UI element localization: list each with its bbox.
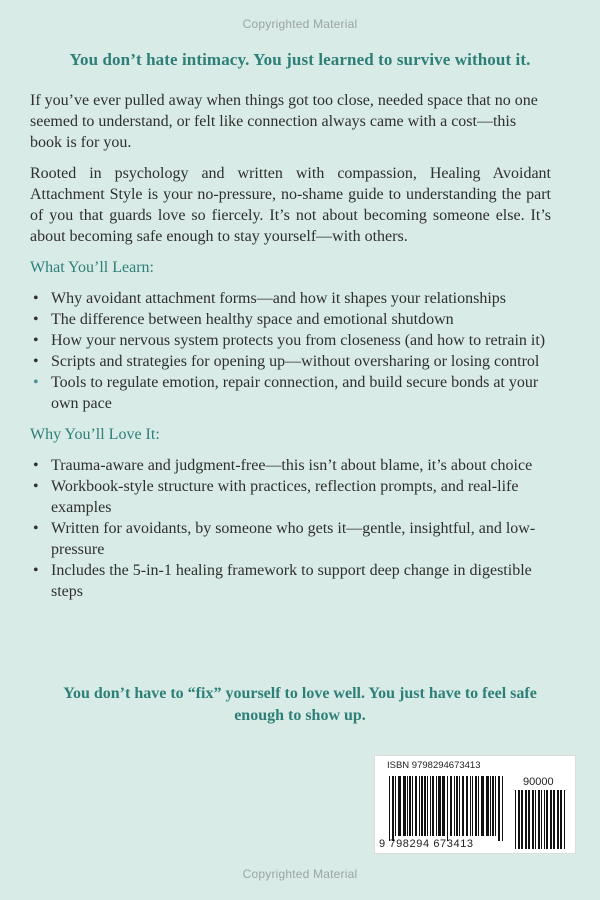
barcode-bar [419,776,420,836]
barcode-box [374,755,576,854]
barcode-bar [392,776,394,841]
barcode-bar [515,790,516,849]
barcode-bar [550,790,552,849]
barcode-bar [421,776,423,836]
learn-item: • Why avoidant attachment forms—and how it shapes your relationships [30,288,551,309]
barcode-bar [528,790,530,849]
learn-list [30,288,551,414]
barcode-bar [564,790,565,849]
barcode-bar [424,776,426,836]
barcode-bar [409,776,411,836]
barcode-bar [466,776,468,836]
barcode-bar [498,776,500,841]
closing-line-1: You don’t have to “fix” yourself to love well. You just have to feel safe [63,685,537,702]
barcode-bar [546,790,548,849]
barcode-bar [430,776,431,836]
barcode-bar [470,776,471,836]
barcode-bar [560,790,562,849]
barcode-bar [532,790,534,849]
description [30,90,551,612]
barcode-bar [415,776,417,836]
barcode-bar [407,776,408,836]
barcode-bar [481,776,484,836]
barcode-bar [535,790,536,849]
barcode-bar [450,776,452,836]
love-item: • Workbook-style structure with practices, reflection prompts, and real-life examples [30,476,551,518]
love-item: • Written for avoidants, by someone who gets it—gentle, insightful, and low-pressure [30,518,551,560]
barcode-bar [462,776,464,836]
barcode-bar [490,776,491,836]
ean-digits: 9 798294 673413 [379,838,474,850]
barcode-bar [525,790,527,849]
closing-line-2: enough to show up. [234,707,366,724]
learn-heading: What You’ll Learn: [30,259,154,276]
barcode-bar [538,790,540,849]
price-code: 90000 [523,776,554,788]
barcode-bar [438,776,441,836]
barcode-bar [436,776,437,836]
barcode-bar [456,776,458,836]
intro-paragraph-2: Rooted in psychology and written with compassion, Healing Avoidant Attachment Style is your no-pressure, no-shame guide to understanding the part of you that guards love so fiercely. It’s not about becoming someone else. It’s about becoming safe enough to stay yourself—with others. [30,165,551,245]
watermark-top: Copyrighted Material [242,17,358,31]
barcode-bar [518,790,520,849]
addon-barcode-icon [515,790,565,849]
learn-item: • Tools to regulate emotion, repair connection, and build secure bonds at your own pace [30,372,551,414]
learn-item: • How your nervous system protects you from closeness (and how to retrain it) [30,330,551,351]
isbn-label: ISBN 9798294673413 [387,760,481,771]
barcode-bar [395,776,396,836]
barcode-bar [502,776,503,841]
watermark-bottom: Copyrighted Material [242,867,358,881]
barcode-bar [478,776,479,836]
barcode-bar [541,790,542,849]
barcode-bar [442,776,445,836]
barcode-bar [454,776,455,836]
barcode-bar [475,776,477,836]
barcode-bar [553,790,555,849]
barcode-bar [412,776,413,836]
barcode-bar [427,776,428,836]
main-barcode-icon [389,776,503,841]
barcode-bar [447,776,448,841]
love-item: • Trauma-aware and judgment-free—this isn’t about blame, it’s about choice [30,455,551,476]
barcode-bar [544,790,545,849]
barcode-bar [492,776,494,836]
learn-item: • Scripts and strategies for opening up—without oversharing or losing control [30,351,551,372]
love-item: • Includes the 5-in-1 healing framework to support deep change in digestible steps [30,560,551,602]
barcode-bar [403,776,406,836]
barcode-bar [472,776,473,836]
barcode-bar [486,776,489,836]
barcode-bar [557,790,559,849]
barcode-bar [398,776,401,836]
barcode-bar [521,790,523,849]
barcode-bar [432,776,434,836]
intro-paragraph-1: If you’ve ever pulled away when things got too close, needed space that no one seemed to understand, or felt like connection always came with a cost—this book is for you. [30,92,538,151]
tagline: You don’t hate intimacy. You just learned to survive without it. [69,50,531,69]
barcode-bar [389,776,390,841]
closing-statement [0,683,600,727]
barcode-bar [495,776,496,836]
love-list [30,455,551,602]
barcode-bar [459,776,460,836]
learn-item: • The difference between healthy space and emotional shutdown [30,309,551,330]
love-heading: Why You’ll Love It: [30,426,160,443]
